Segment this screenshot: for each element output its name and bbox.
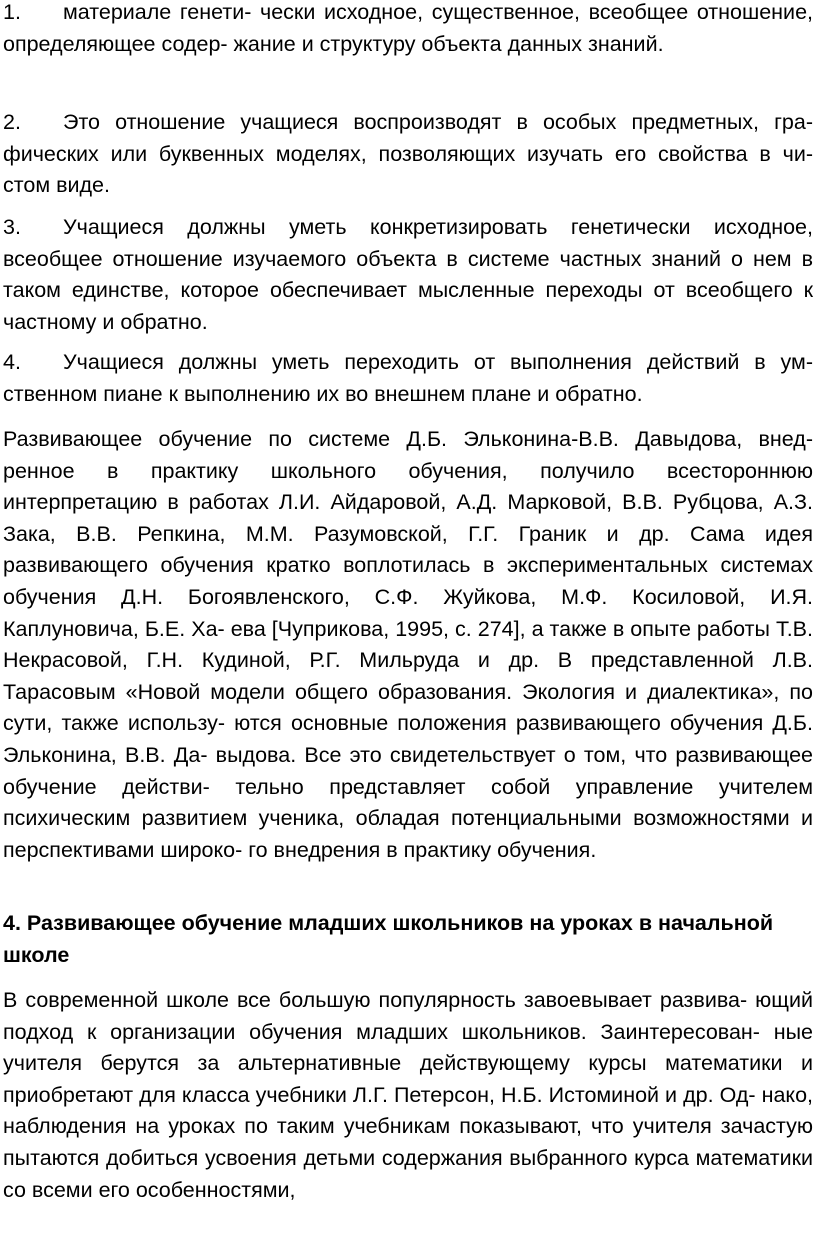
list-item [3,347,813,410]
list-item-text: Учащиеся должны уметь конкретизировать генетически исходное, всеобщее отношение изучаемого объекта в системе частных знаний о нем в таком единстве, которое обеспечивает мысленные переходы от всеобщего к частному и обратно. [3,215,813,334]
list-item-number: 3. [3,215,21,239]
list-item-text: материале генети- чески исходное, существенное, всеобщее отношение, определяющее содер- жание и структуру объекта данных знаний. [3,0,813,56]
list-item-number: 2. [3,110,21,134]
list-item-number: 4. [3,350,21,374]
list-item-text: Это отношение учащиеся воспроизводят в особых предметных, гра- фических или буквенных моделях, позволяющих изучать его свойства в чи- стом виде. [3,110,813,198]
section-heading: 4. Развивающее обучение младших школьников на уроках в начальной школе [3,911,774,967]
list-item [3,0,813,60]
list-item-number: 1. [3,0,21,24]
list-item [3,212,813,338]
list-item [3,107,813,202]
body-paragraph: Развивающее обучение по системе Д.Б. Эльконина-В.В. Давыдова, внед- ренное в практику школьного обучения, получило всестороннюю интерпретацию в работах Л.И. Айдаровой, А.Д. Марковой, В.В. Рубцова, А.З. Зака, В.В. Репкина, М.М. Разумовской, Г.Г. Граник и др. Сама идея развивающего обучения кратко воплотилась в экспериментальных системах обучения Д.Н. Богоявленского, С.Ф. Жуйкова, М.Ф. Косиловой, И.Я. Каплуновича, Б.Е. Ха- ева [Чуприкова, 1995, с. 274], а также в опыте работы Т.В. Некрасовой, Г.Н. Кудиной, Р.Г. Мильруда и др. В представленной Л.В. Тарасовым «Новой модели общего образования. Экология и диалектика», по сути, также использу- ются основные положения развивающего обучения Д.Б. Эльконина, В.В. Да- выдова. Все это свидетельствует о том, что развивающее обучение действи- тельно представляет собой управление учителем психическим развитием ученика, обладая потенциальными возможностями и перспективами широко- го внедрения в практику обучения. [3,427,813,862]
list-item-text: Учащиеся должны уметь переходить от выполнения действий в ум- ственном пиане к выполнению их во внешнем плане и обратно. [3,350,813,406]
body-paragraph: В современной школе все большую популярность завоевывает развива- ющий подход к организации обучения младших школьников. Заинтересован- ные учителя берутся за альтернативные действующему курсы математики и приобретают для класса учебники Л.Г. Петерсон, Н.Б. Истоминой и др. Од- нако, наблюдения на уроках по таким учебникам показывают, что учителя зачастую пытаются добиться усвоения детьми содержания выбранного курса математики со всеми его особенностями, [3,988,813,1202]
